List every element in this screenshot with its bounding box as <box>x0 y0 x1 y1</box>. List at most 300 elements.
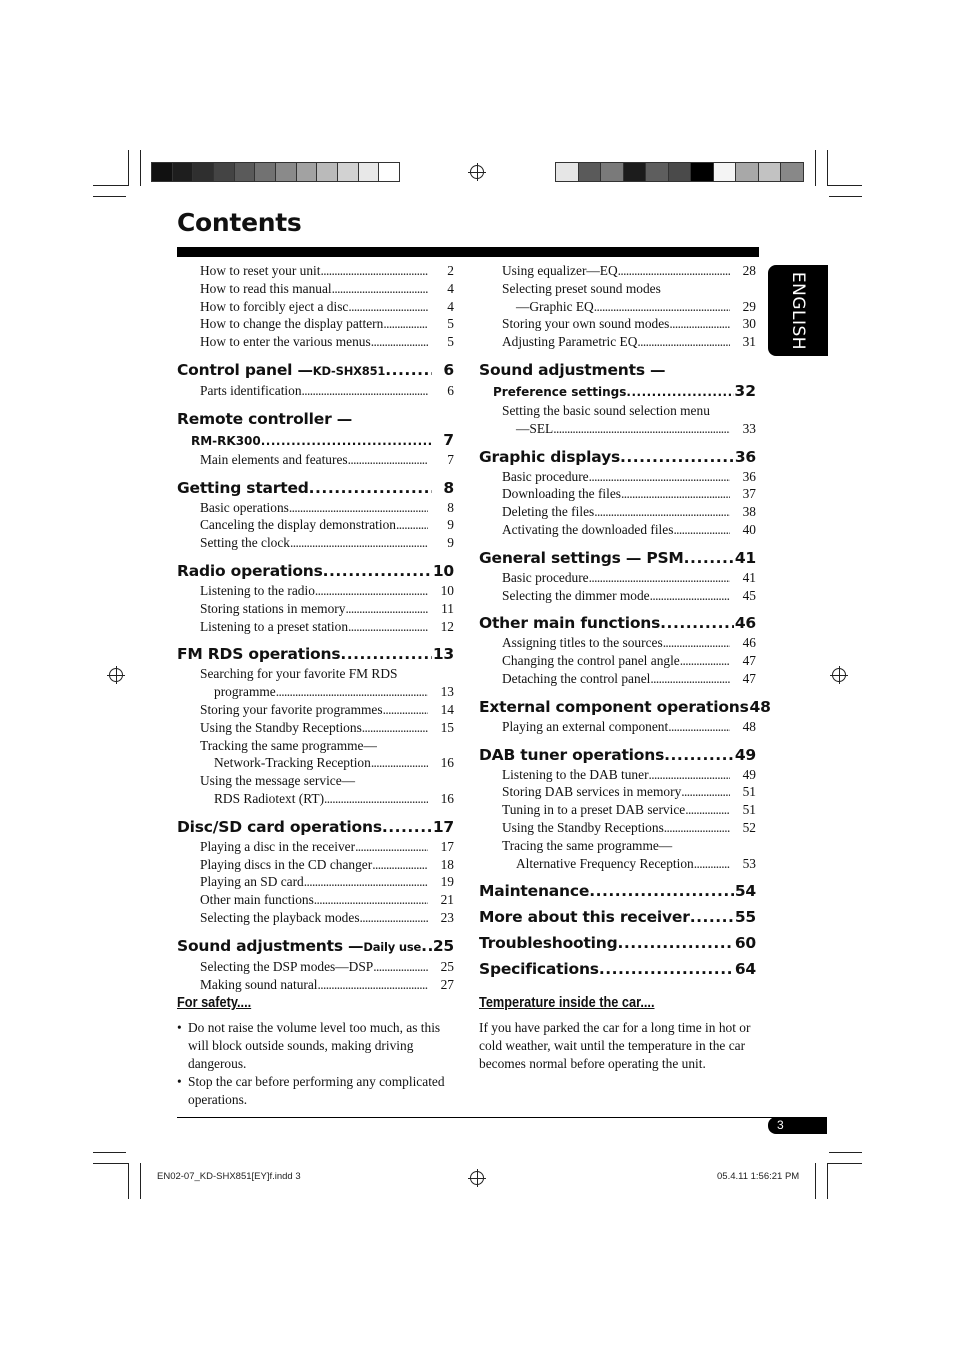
toc-subentry <box>479 718 756 736</box>
toc-page-number: 7 <box>443 430 454 449</box>
toc-entry-text: Disc/SD card operations <box>177 817 382 836</box>
toc-page-number: 30 <box>742 316 756 332</box>
toc-leader-dots <box>668 718 730 736</box>
toc-entry-text: How to forcibly eject a disc <box>200 298 349 314</box>
toc-entry-text: Alternative Frequency Reception <box>516 855 694 871</box>
color-swatch <box>296 162 318 182</box>
toc-entry-text: Selecting the playback modes <box>200 909 360 925</box>
toc-heading: Sound adjustments — <box>479 360 666 379</box>
toc-entry-text: RDS Radiotext (RT) <box>214 790 325 806</box>
toc-leader-dots <box>371 333 428 351</box>
toc-page-number: 2 <box>447 263 454 278</box>
toc-page-number: 32 <box>734 381 756 400</box>
toc-leader-dots <box>626 382 734 402</box>
toc-subentry <box>479 670 756 688</box>
toc-entry-text: Playing an SD card <box>200 874 304 890</box>
toc-leader-dots <box>323 560 432 582</box>
toc-leader-dots <box>345 600 428 618</box>
toc-leader-dots <box>385 359 432 381</box>
color-swatch <box>780 162 804 182</box>
toc-page-number: 46 <box>734 614 756 633</box>
toc-leader-dots <box>669 315 730 333</box>
safety-bullet: • Do not raise the volume level too much, as this will block outside sounds, making driving dangerous. <box>177 1019 457 1073</box>
toc-entry-text: programme <box>214 684 276 700</box>
toc-page-number: 48 <box>749 697 771 716</box>
toc-page-number: 37 <box>742 486 756 502</box>
toc-leader-dots <box>650 587 730 605</box>
toc-page-number: 8 <box>443 478 454 497</box>
toc-page-number: 36 <box>734 447 756 466</box>
toc-subentry <box>177 838 454 856</box>
title-rule <box>177 247 759 257</box>
color-swatch <box>578 162 602 182</box>
color-swatch <box>378 162 400 182</box>
color-swatch <box>555 162 579 182</box>
toc-subentry <box>479 503 756 521</box>
toc-page-number: 25 <box>432 936 454 955</box>
toc-leader-dots <box>664 744 734 766</box>
toc-entry-text: Downloading the files <box>502 486 622 502</box>
crop-mark <box>93 1152 126 1153</box>
color-calibration-bar-right <box>555 161 803 183</box>
toc-entry-text: Storing your own sound modes <box>502 316 670 332</box>
toc-leader-dots <box>421 935 432 957</box>
toc-page-number: 49 <box>734 745 756 764</box>
toc-heading <box>479 696 771 718</box>
toc-leader-dots <box>314 891 428 909</box>
toc-entry-text: Other main functions <box>479 614 661 633</box>
toc-page-number: 17 <box>440 838 454 854</box>
color-swatch <box>172 162 194 182</box>
registration-mark-icon <box>470 1171 484 1185</box>
toc-entry-text: Deleting the files <box>502 504 595 520</box>
toc-entry-text: Using the Standby Receptions <box>200 719 362 735</box>
toc-subentry <box>479 262 756 280</box>
color-swatch <box>600 162 624 182</box>
toc-leader-dots <box>599 958 734 980</box>
toc-entry-text: Control panel — <box>177 360 313 379</box>
toc-entry-text: Troubleshooting <box>479 934 618 953</box>
toc-leader-dots <box>371 754 428 772</box>
crop-mark <box>93 1163 129 1164</box>
crop-mark <box>140 150 141 186</box>
toc-entry-text: Graphic displays <box>479 447 621 466</box>
toc-entry-text: Selecting the dimmer mode <box>502 587 650 603</box>
toc-subentry <box>177 516 454 534</box>
toc-page-number: 47 <box>742 670 756 686</box>
toc-entry-text: Using the Standby Receptions <box>502 819 664 835</box>
crop-mark <box>815 1163 816 1199</box>
safety-section <box>177 994 457 1109</box>
color-swatch <box>645 162 669 182</box>
toc-leader-dots <box>694 855 730 873</box>
toc-entry-text: Storing stations in memory <box>200 600 346 616</box>
toc-page-number: 18 <box>440 856 454 872</box>
toc-page-number: 38 <box>742 504 756 520</box>
toc-page-number: 55 <box>734 908 756 927</box>
toc-entry-text: Activating the downloaded files <box>502 521 674 537</box>
toc-entry-text: How to read this manual <box>200 280 332 296</box>
toc-page-number: 36 <box>742 468 756 484</box>
toc-entry-text: Radio operations <box>177 561 323 580</box>
toc-leader-dots <box>594 298 730 316</box>
toc-leader-dots <box>589 569 730 587</box>
safety-list <box>177 1019 457 1109</box>
toc-page-number: 19 <box>440 874 454 890</box>
toc-subentry <box>177 315 454 333</box>
toc-subentry <box>177 582 454 600</box>
toc-page-number: 16 <box>440 755 454 771</box>
color-calibration-bar-left <box>151 161 399 183</box>
toc-leader-dots <box>621 485 730 503</box>
toc-page-number: 41 <box>734 548 756 567</box>
toc-entry-text: Canceling the display demonstration <box>200 517 396 533</box>
toc-entry-text: Basic procedure <box>502 569 589 585</box>
toc-leader-dots <box>690 906 734 928</box>
toc-page-number: 47 <box>742 653 756 669</box>
toc-entry-text: Selecting the DSP modes—DSP <box>200 958 374 974</box>
toc-page-number: 31 <box>742 334 756 350</box>
crop-mark <box>827 185 862 186</box>
safety-title: For safety.... <box>177 994 252 1011</box>
toc-entry-text: Setting the clock <box>200 535 290 551</box>
toc-subentry <box>177 891 454 909</box>
toc-heading <box>479 932 756 954</box>
footer-filename: EN02-07_KD-SHX851[EY]f.indd 3 <box>157 1171 301 1182</box>
toc-entry-text: Assigning titles to the sources <box>502 635 663 651</box>
toc-leader-dots <box>620 446 734 468</box>
toc-page-number: 9 <box>447 535 454 551</box>
toc-leader-dots <box>276 683 428 701</box>
toc-heading <box>177 359 454 382</box>
toc-heading <box>177 477 454 499</box>
color-swatch <box>151 162 173 182</box>
toc-entry-model: Daily use <box>363 939 422 954</box>
toc-entry-text: Listening to the DAB tuner <box>502 766 649 782</box>
crop-mark <box>827 1163 828 1199</box>
crop-mark <box>827 1163 862 1164</box>
color-swatch <box>213 162 235 182</box>
toc-subentry <box>177 976 454 994</box>
crop-mark <box>128 1163 129 1199</box>
toc-leader-dots <box>685 801 730 819</box>
toc-page-number: 64 <box>734 960 756 979</box>
toc-page-number: 46 <box>742 635 756 651</box>
temperature-title: Temperature inside the car.... <box>479 994 655 1011</box>
toc-subentry <box>177 873 454 891</box>
toc-page-number: 7 <box>447 451 454 467</box>
toc-leader-dots <box>618 932 734 954</box>
page-number: 3 <box>768 1117 827 1134</box>
color-swatch <box>758 162 782 182</box>
color-swatch <box>316 162 338 182</box>
toc-page-number: 13 <box>440 684 454 700</box>
color-swatch <box>713 162 737 182</box>
toc-page-number: 60 <box>734 934 756 953</box>
toc-leader-dots <box>315 582 428 600</box>
toc-entry-text: FM RDS operations <box>177 645 341 664</box>
toc-subentry <box>177 701 454 719</box>
toc-page-number: 33 <box>742 420 756 436</box>
toc-subentry: Tracking the same programme— <box>200 737 377 753</box>
toc-leader-dots <box>649 766 730 784</box>
registration-mark-icon <box>832 668 846 682</box>
toc-entry-text: Parts identification <box>200 382 302 398</box>
toc-leader-dots <box>302 382 428 400</box>
toc-leader-dots <box>681 783 730 801</box>
toc-subentry: Using the message service— <box>200 773 356 789</box>
toc-page-number: 54 <box>734 882 756 901</box>
toc-subentry <box>479 801 756 819</box>
toc-leader-dots <box>383 701 428 719</box>
toc-subentry <box>479 587 756 605</box>
toc-subentry <box>479 783 756 801</box>
safety-bullet: • Stop the car before performing any complicated operations. <box>177 1073 457 1109</box>
toc-leader-dots <box>289 499 428 517</box>
toc-entry-text: Basic operations <box>200 499 289 515</box>
toc-subentry <box>479 333 756 351</box>
toc-page-number: 16 <box>440 790 454 806</box>
toc-heading <box>177 643 454 665</box>
toc-page-number: 40 <box>742 521 756 537</box>
toc-subentry: Setting the basic sound selection menu <box>502 402 710 418</box>
toc-leader-dots <box>664 819 730 837</box>
toc-subentry <box>177 856 454 874</box>
toc-leader-dots <box>383 315 428 333</box>
page-title: Contents <box>177 208 302 237</box>
color-swatch <box>337 162 359 182</box>
toc-entry-text: Listening to a preset station <box>200 618 349 634</box>
toc-subentry <box>177 333 454 351</box>
toc-entry-model: KD-SHX851 <box>312 363 386 378</box>
crop-mark <box>829 1152 862 1153</box>
toc-heading <box>479 612 756 634</box>
toc-heading <box>177 560 454 582</box>
toc-leader-dots <box>618 262 730 280</box>
toc-subentry <box>479 819 756 837</box>
toc-entry-text: Storing DAB services in memory <box>502 784 682 800</box>
toc-page-number: 15 <box>440 719 454 735</box>
toc-entry-text: Getting started <box>177 478 309 497</box>
toc-leader-dots <box>396 516 428 534</box>
contents-column-left <box>177 262 454 993</box>
contents-column-right <box>479 262 771 980</box>
color-swatch <box>234 162 256 182</box>
toc-leader-dots <box>382 816 432 838</box>
toc-leader-dots <box>589 468 730 486</box>
toc-subentry <box>177 382 454 400</box>
toc-heading <box>177 816 454 838</box>
toc-entry-text: Playing a disc in the receiver <box>200 838 356 854</box>
toc-subentry <box>479 855 756 873</box>
toc-subentry <box>177 280 454 298</box>
toc-leader-dots <box>373 958 428 976</box>
toc-page-number: 9 <box>447 517 454 533</box>
crop-mark <box>140 1163 141 1199</box>
toc-subentry <box>479 298 756 316</box>
toc-entry-text: —SEL <box>516 420 554 436</box>
toc-leader-dots <box>684 547 734 569</box>
toc-subentry <box>177 683 454 701</box>
toc-heading <box>479 906 756 928</box>
color-swatch <box>668 162 692 182</box>
toc-subentry <box>177 600 454 618</box>
toc-heading <box>479 880 756 902</box>
toc-subentry <box>479 485 756 503</box>
temperature-text: If you have parked the car for a long time in hot or cold weather, wait until the temperature in the car becomes normal before operating the unit. <box>479 1020 751 1071</box>
toc-leader-dots <box>680 652 730 670</box>
language-tab-label: ENGLISH <box>788 271 808 351</box>
toc-leader-dots <box>362 719 428 737</box>
toc-entry-text: Adjusting Parametric EQ <box>502 334 638 350</box>
toc-page-number: 12 <box>440 618 454 634</box>
toc-page-number: 17 <box>432 817 454 836</box>
toc-entry-text: General settings — PSM <box>479 548 684 567</box>
toc-leader-dots <box>650 670 730 688</box>
crop-mark <box>827 150 828 186</box>
toc-entry-text: Storing your favorite programmes <box>200 701 383 717</box>
toc-page-number: 5 <box>447 316 454 332</box>
toc-leader-dots <box>348 451 428 469</box>
toc-subentry <box>177 719 454 737</box>
toc-subentry <box>177 790 454 808</box>
toc-entry-text: Specifications <box>479 960 599 979</box>
toc-subentry <box>479 634 756 652</box>
toc-heading: Remote controller — <box>177 409 353 428</box>
toc-page-number: 49 <box>742 766 756 782</box>
toc-page-number: 11 <box>441 600 454 616</box>
toc-entry-text: Main elements and features <box>200 451 348 467</box>
registration-mark-icon <box>470 165 484 179</box>
crop-mark <box>815 150 816 186</box>
toc-page-number: 25 <box>440 958 454 974</box>
crop-mark <box>128 150 129 186</box>
toc-heading <box>177 935 454 958</box>
toc-page-number: 6 <box>443 360 454 379</box>
bottom-rule <box>177 1117 827 1118</box>
toc-entry-text: How to enter the various menus <box>200 334 371 350</box>
toc-heading-continued <box>479 381 756 402</box>
color-swatch <box>275 162 297 182</box>
toc-page-number: 28 <box>742 263 756 278</box>
toc-subentry <box>479 766 756 784</box>
toc-page-number: 27 <box>440 976 454 992</box>
color-swatch <box>690 162 714 182</box>
toc-leader-dots <box>348 618 428 636</box>
color-swatch <box>358 162 380 182</box>
toc-entry-text: Basic procedure <box>502 468 589 484</box>
color-swatch <box>735 162 759 182</box>
toc-leader-dots <box>332 280 428 298</box>
toc-page-number: 29 <box>742 298 756 314</box>
toc-page-number: 5 <box>447 334 454 350</box>
toc-page-number: 13 <box>432 645 454 664</box>
toc-entry-text: Playing discs in the CD changer <box>200 856 373 872</box>
toc-subentry <box>479 468 756 486</box>
toc-leader-dots <box>340 643 432 665</box>
toc-page-number: 8 <box>447 499 454 515</box>
color-swatch <box>254 162 276 182</box>
toc-leader-dots <box>318 976 428 994</box>
toc-page-number: 51 <box>742 802 756 818</box>
toc-leader-dots <box>660 612 734 634</box>
toc-entry-text: How to reset your unit <box>200 263 321 278</box>
toc-entry-text: Sound adjustments — <box>177 936 364 955</box>
toc-subentry <box>177 534 454 552</box>
toc-subentry <box>177 618 454 636</box>
temperature-section <box>479 994 759 1073</box>
toc-entry-text: Preference settings <box>493 384 627 399</box>
toc-leader-dots <box>372 856 428 874</box>
toc-subentry <box>479 420 756 438</box>
toc-heading-continued <box>177 430 454 451</box>
toc-page-number: 4 <box>447 280 454 296</box>
crop-mark <box>93 185 129 186</box>
toc-entry-text: Tuning in to a preset DAB service <box>502 802 686 818</box>
toc-page-number: 21 <box>440 892 454 908</box>
toc-subentry <box>177 958 454 976</box>
toc-leader-dots <box>324 790 428 808</box>
toc-subentry <box>177 754 454 772</box>
toc-subentry <box>177 499 454 517</box>
footer-timestamp: 05.4.11 1:56:21 PM <box>717 1171 800 1182</box>
toc-subentry: Selecting preset sound modes <box>502 280 661 296</box>
toc-entry-text: More about this receiver <box>479 908 690 927</box>
toc-page-number: 14 <box>440 701 454 717</box>
toc-leader-dots <box>355 838 428 856</box>
toc-entry-text: Detaching the control panel <box>502 670 651 686</box>
toc-page-number: 45 <box>742 587 756 603</box>
toc-page-number: 41 <box>742 569 756 585</box>
toc-entry-text: Network-Tracking Reception <box>214 755 371 771</box>
toc-entry-text: Listening to the radio <box>200 582 315 598</box>
crop-mark <box>93 196 126 197</box>
toc-page-number: 6 <box>447 382 454 398</box>
toc-leader-dots <box>290 534 428 552</box>
toc-subentry <box>479 569 756 587</box>
toc-page-number: 4 <box>447 298 454 314</box>
toc-entry-text: Other main functions <box>200 892 314 908</box>
toc-heading <box>479 744 756 766</box>
toc-leader-dots <box>589 880 734 902</box>
toc-entry-text: —Graphic EQ <box>516 298 594 314</box>
color-swatch <box>623 162 647 182</box>
toc-leader-dots <box>321 262 429 280</box>
toc-leader-dots <box>304 873 428 891</box>
toc-entry-text: Maintenance <box>479 882 590 901</box>
toc-page-number: 48 <box>742 718 756 734</box>
color-swatch <box>192 162 214 182</box>
toc-page-number: 51 <box>742 784 756 800</box>
toc-page-number: 52 <box>742 819 756 835</box>
toc-heading <box>479 446 756 468</box>
toc-entry-text: How to change the display pattern <box>200 316 384 332</box>
toc-entry-text: Changing the control panel angle <box>502 653 680 669</box>
language-tab <box>768 265 828 356</box>
toc-subentry <box>479 652 756 670</box>
toc-page-number: 10 <box>440 582 454 598</box>
toc-leader-dots <box>594 503 730 521</box>
toc-subentry <box>177 909 454 927</box>
toc-subentry <box>177 262 454 280</box>
toc-page-number: 53 <box>742 855 756 871</box>
toc-entry-text: Making sound natural <box>200 976 318 992</box>
toc-subentry <box>479 315 756 333</box>
toc-heading <box>479 958 756 980</box>
toc-page-number: 10 <box>432 561 454 580</box>
registration-mark-icon <box>109 668 123 682</box>
toc-entry-text: Playing an external component <box>502 718 669 734</box>
